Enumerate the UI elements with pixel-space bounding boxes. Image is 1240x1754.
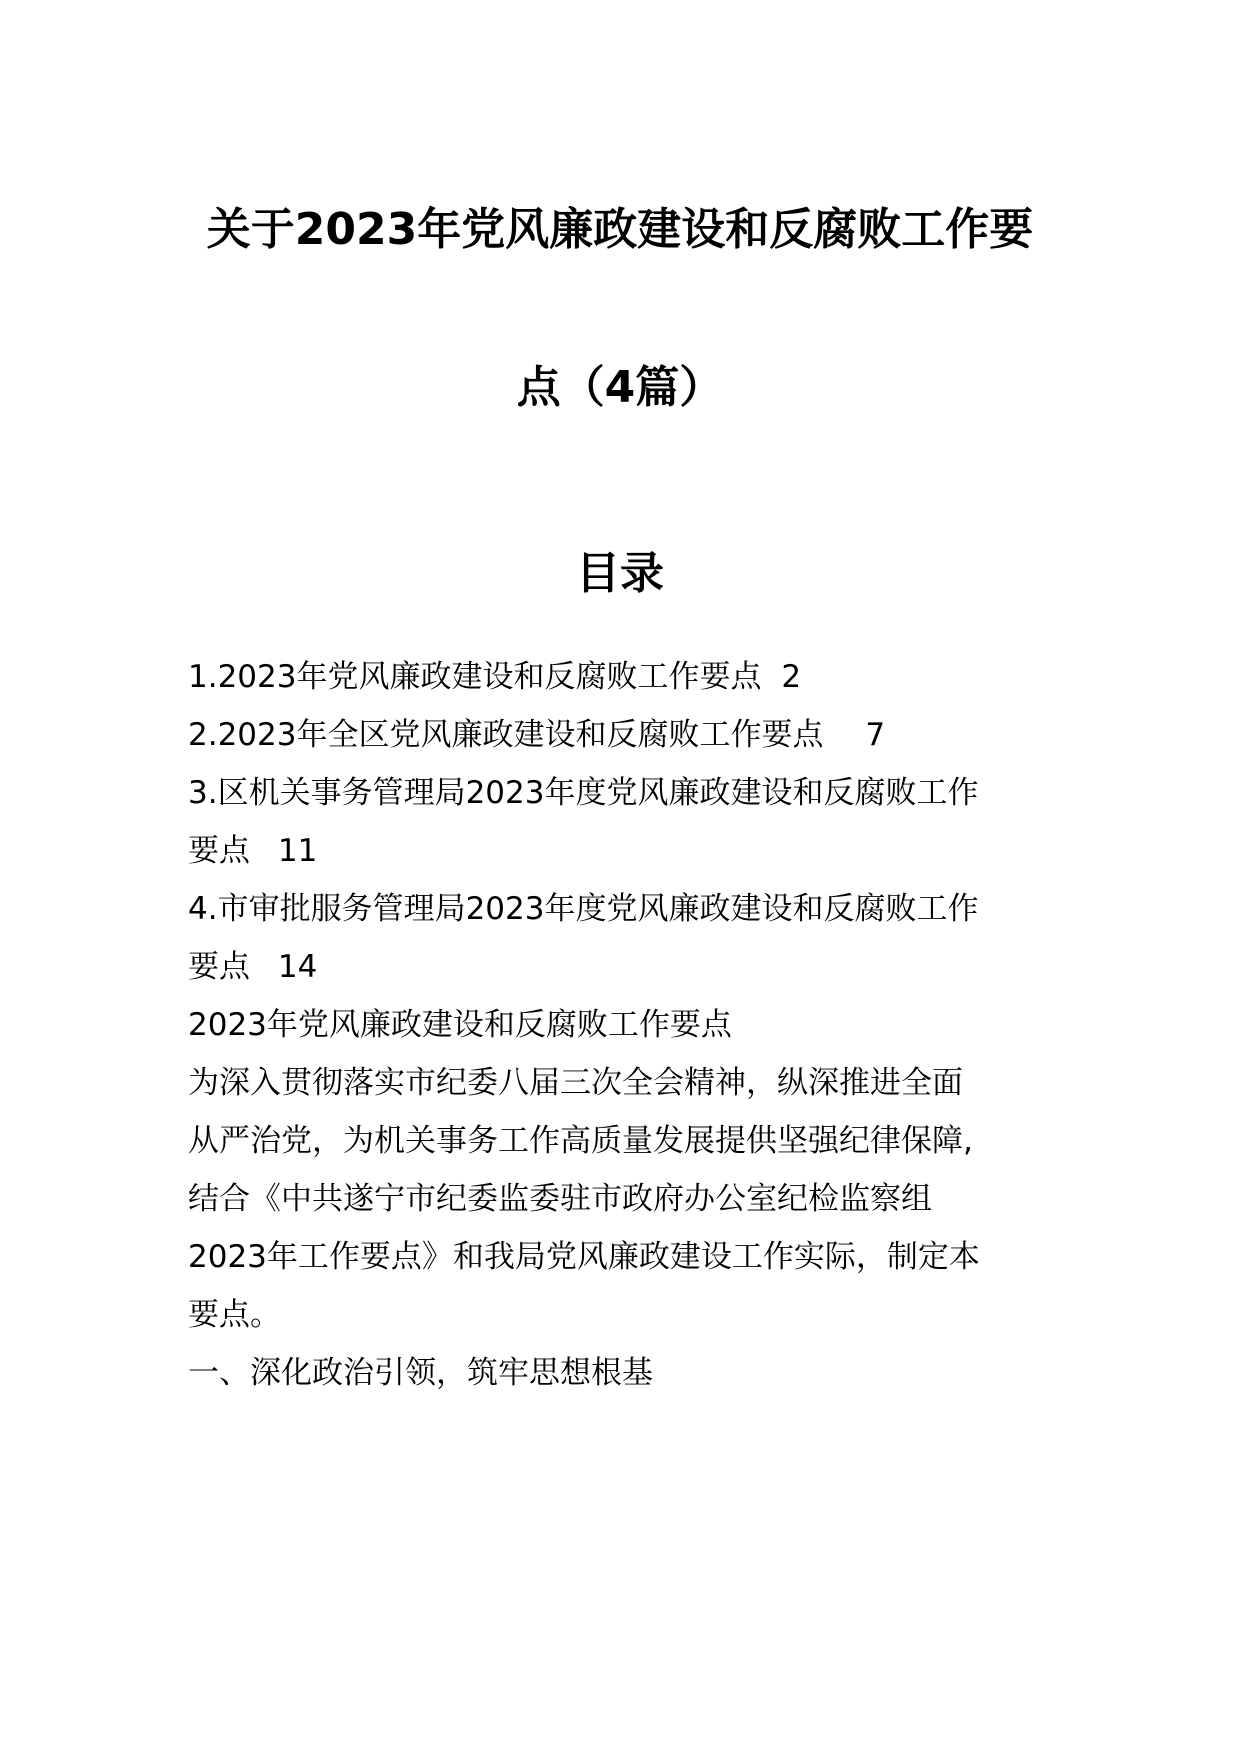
toc-entry-text-continued: 要点 <box>188 949 250 985</box>
toc-entry-page: 14 <box>277 949 318 985</box>
toc-entry-2[interactable] <box>188 713 1058 757</box>
toc-entry-4[interactable] <box>188 887 1058 931</box>
section-heading-1: 一、深化政治引领，筑牢思想根基 <box>188 1355 653 1391</box>
body-line: 2023年工作要点》和我局党风廉政建设工作实际，制定本 <box>188 1239 980 1275</box>
toc-heading: 目录 <box>576 548 664 599</box>
toc-entry-text-continued: 要点 <box>188 833 250 869</box>
toc-entry-text: 4.市审批服务管理局2023年度党风廉政建设和反腐败工作 <box>188 891 979 927</box>
toc-entry-4-continued[interactable] <box>188 945 1058 989</box>
toc-entry-page: 11 <box>277 833 318 869</box>
toc-entry-page: 2 <box>781 659 802 695</box>
toc-entry-text: 1.2023年党风廉政建设和反腐败工作要点 <box>188 659 762 695</box>
toc-entry-3-continued[interactable] <box>188 829 1058 873</box>
body-line: 结合《中共遂宁市纪委监委驻市政府办公室纪检监察组 <box>188 1181 932 1217</box>
body-line: 从严治党，为机关事务工作高质量发展提供坚强纪律保障, <box>188 1123 973 1159</box>
toc-entry-text: 2.2023年全区党风廉政建设和反腐败工作要点 <box>188 717 824 753</box>
toc-entry-text: 3.区机关事务管理局2023年度党风廉政建设和反腐败工作 <box>188 775 979 811</box>
section-title: 2023年党风廉政建设和反腐败工作要点 <box>188 1007 732 1043</box>
body-line: 为深入贯彻落实市纪委八届三次全会精神，纵深推进全面 <box>188 1065 963 1101</box>
toc-entry-1[interactable] <box>188 655 1058 699</box>
toc-entry-page: 7 <box>865 717 886 753</box>
body-line: 要点。 <box>188 1297 281 1333</box>
toc-entry-3[interactable] <box>188 771 1058 815</box>
document-title-line-1: 关于2023年党风廉政建设和反腐败工作要 <box>206 204 1034 255</box>
document-title-line-2: 点（4篇） <box>516 362 724 413</box>
